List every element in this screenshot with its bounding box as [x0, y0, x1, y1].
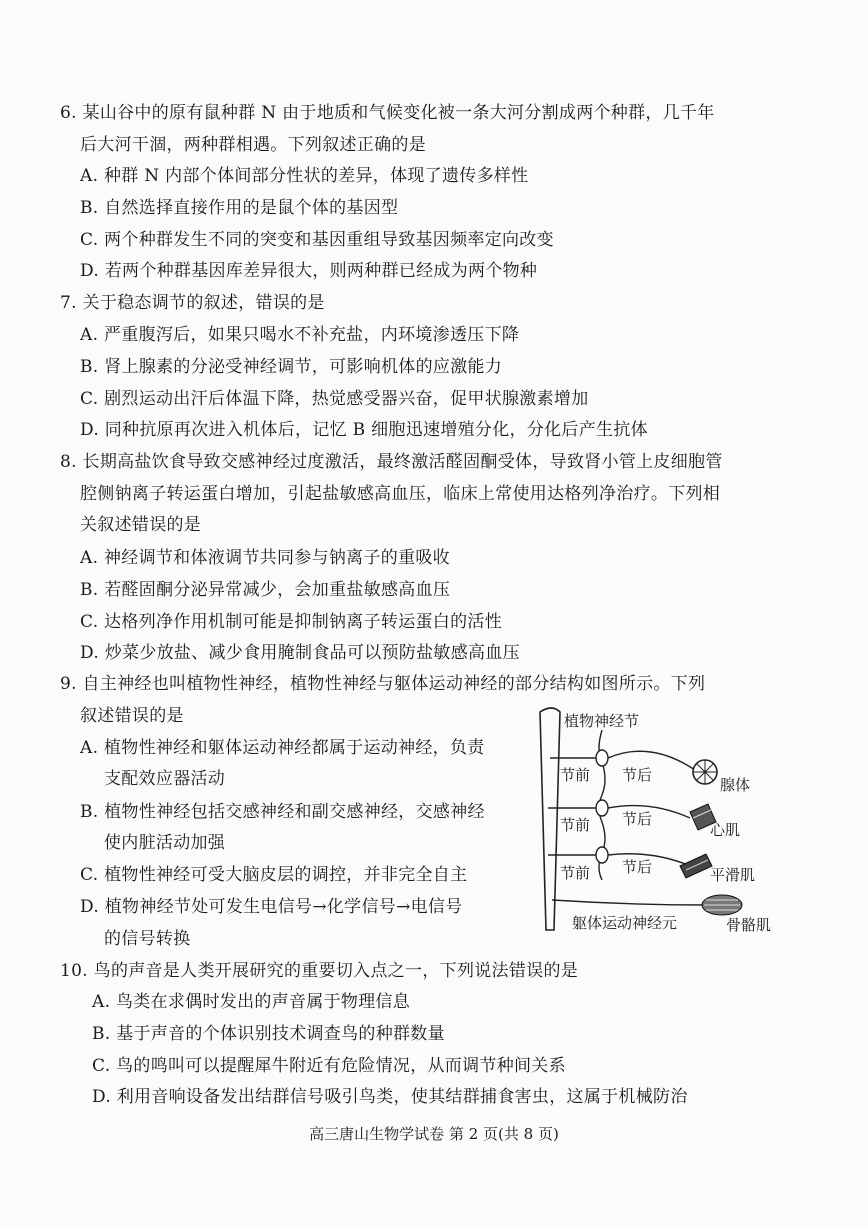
q8-option-b: B. 若醛固酮分泌异常减少，会加重盐敏感高血压: [80, 580, 451, 600]
q10-option-d: D. 利用音响设备发出结群信号吸引鸟类，使其结群捕食害虫，这属于机械防治: [92, 1087, 688, 1107]
q8-option-c: C. 达格列净作用机制可能是抑制钠离子转运蛋白的活性: [80, 612, 503, 632]
q9-stem-line2: 叙述错误的是: [80, 706, 184, 726]
label-pre-3: 节前: [560, 864, 591, 882]
q6-stem-line2: 后大河干涸，两种群相遇。下列叙述正确的是: [80, 135, 426, 155]
label-pre-2: 节前: [560, 816, 591, 834]
q8-option-a: A. 神经调节和体液调节共同参与钠离子的重吸收: [80, 548, 450, 568]
q7-stem: 7. 关于稳态调节的叙述，错误的是: [60, 293, 325, 313]
q9-option-b-line2: 使内脏活动加强: [104, 833, 226, 853]
q7-option-a: A. 严重腹泻后，如果只喝水不补充盐，内环境渗透压下降: [80, 325, 520, 345]
q9-option-b-line1: B. 植物性神经包括交感神经和副交感神经，交感神经: [80, 802, 485, 822]
spinal-cord-shape: [540, 708, 560, 930]
q7-option-d: D. 同种抗原再次进入机体后，记忆 B 细胞迅速增殖分化，分化后产生抗体: [80, 420, 648, 440]
label-smooth: 平滑肌: [710, 866, 756, 884]
q9-option-c: C. 植物性神经可受大脑皮层的调控，并非完全自主: [80, 865, 468, 885]
skeletal-muscle-icon: [702, 895, 742, 915]
label-somatic: 躯体运动神经元: [572, 914, 678, 932]
q9-option-d-line2: 的信号转换: [104, 929, 191, 949]
ganglion-node-1: [596, 750, 608, 766]
nerve-structure-figure: [530, 700, 790, 940]
label-pre-1: 节前: [560, 766, 591, 784]
q6-stem-line1: 6. 某山谷中的原有鼠种群 N 由于地质和气候变化被一条大河分割成两个种群，几千年: [60, 103, 715, 123]
q6-option-d: D. 若两个种群基因库差异很大，则两种群已经成为两个物种: [80, 261, 538, 281]
q6-option-c: C. 两个种群发生不同的突变和基因重组导致基因频率定向改变: [80, 230, 554, 250]
q9-option-a-line1: A. 植物性神经和躯体运动神经都属于运动神经，负责: [80, 738, 485, 758]
label-cardiac: 心肌: [710, 821, 741, 839]
q6-option-a: A. 种群 N 内部个体间部分性状的差异，体现了遗传多样性: [80, 166, 529, 186]
label-post-1: 节后: [622, 766, 653, 784]
q10-stem: 10. 鸟的声音是人类开展研究的重要切入点之一，下列说法错误的是: [60, 961, 579, 981]
label-gland: 腺体: [720, 776, 751, 794]
q6-option-b: B. 自然选择直接作用的是鼠个体的基因型: [80, 198, 399, 218]
q8-stem-line3: 关叙述错误的是: [80, 515, 202, 535]
q9-stem-line1: 9. 自主神经也叫植物性神经，植物性神经与躯体运动神经的部分结构如图所示。下列: [60, 674, 706, 694]
q8-stem-line2: 腔侧钠离子转运蛋白增加，引起盐敏感高血压，临床上常使用达格列净治疗。下列相: [80, 484, 721, 504]
gland-icon: [693, 760, 717, 784]
q10-option-b: B. 基于声音的个体识别技术调查鸟的种群数量: [92, 1024, 445, 1044]
label-post-3: 节后: [622, 858, 653, 876]
q9-option-a-line2: 支配效应器活动: [104, 769, 226, 789]
q10-option-c: C. 鸟的鸣叫可以提醒犀牛附近有危险情况，从而调节种间关系: [92, 1056, 566, 1076]
page-footer: 高三唐山生物学试卷 第 2 页(共 8 页): [309, 1125, 559, 1143]
q9-option-d-line1: D. 植物神经节处可发生电信号→化学信号→电信号: [80, 897, 463, 917]
q7-option-b: B. 肾上腺素的分泌受神经调节，可影响机体的应激能力: [80, 357, 503, 377]
q8-stem-line1: 8. 长期高盐饮食导致交感神经过度激活，最终激活醛固酮受体，导致肾小管上皮细胞管: [60, 452, 723, 472]
q7-option-c: C. 剧烈运动出汗后体温下降，热觉感受器兴奋，促甲状腺激素增加: [80, 389, 589, 409]
q10-option-a: A. 鸟类在求偶时发出的声音属于物理信息: [92, 992, 411, 1012]
label-skeletal: 骨骼肌: [726, 916, 772, 934]
label-ganglion: 植物神经节: [564, 712, 640, 730]
label-post-2: 节后: [622, 810, 653, 828]
ganglion-node-2: [596, 800, 608, 816]
ganglion-node-3: [596, 847, 608, 863]
q8-option-d: D. 炒菜少放盐、减少食用腌制食品可以预防盐敏感高血压: [80, 643, 520, 663]
smooth-muscle-icon: [680, 854, 712, 878]
